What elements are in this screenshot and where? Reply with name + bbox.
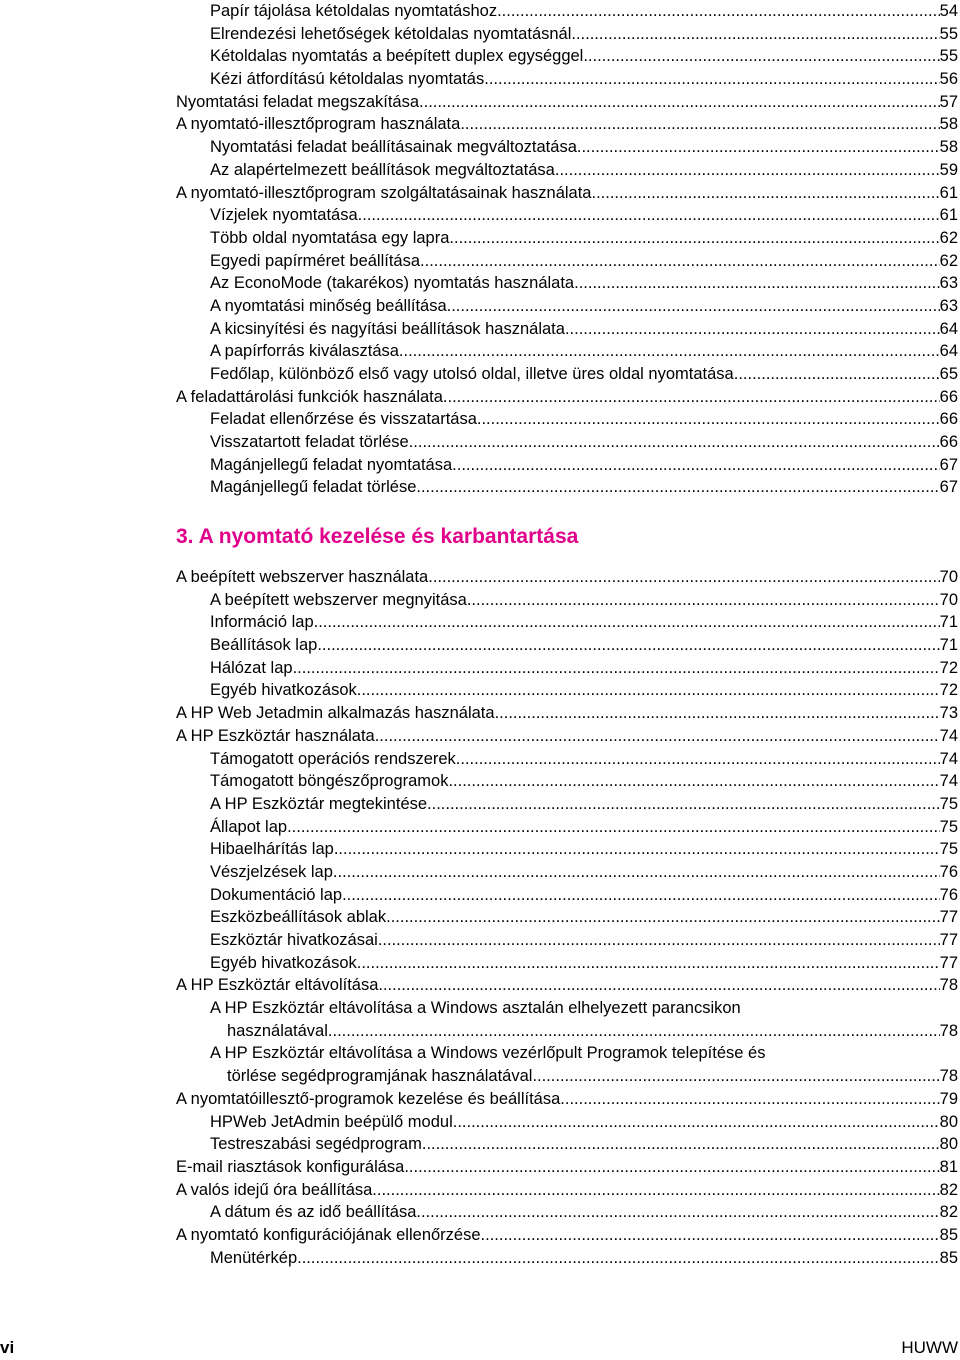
toc-entry-title: Kétoldalas nyomtatás a beépített duplex egységgel — [210, 47, 584, 66]
toc-entry[interactable] — [176, 476, 958, 499]
toc-entry-page: 75 — [939, 794, 958, 813]
toc-list-top — [176, 0, 958, 499]
toc-entry[interactable] — [176, 1042, 958, 1087]
footer-doc-code: HUWW — [901, 1338, 958, 1357]
toc-entry[interactable] — [176, 611, 958, 634]
toc-entry-title: A valós idejű óra beállítása — [176, 1180, 373, 1199]
toc-entry-title: Támogatott operációs rendszerek — [210, 749, 456, 768]
toc-entry[interactable] — [176, 770, 958, 793]
toc-entry-title: Nyomtatási feladat megszakítása — [176, 92, 420, 111]
dot-leader — [399, 340, 940, 363]
toc-entry-page: 78 — [939, 1021, 958, 1040]
dot-leader — [574, 272, 940, 295]
dot-leader — [495, 702, 940, 725]
toc-entry-page: 76 — [939, 885, 958, 904]
toc-entry-title: Magánjellegű feladat törlése — [210, 478, 417, 497]
chapter-heading: 3. A nyomtató kezelése és karbantartása — [176, 525, 579, 548]
toc-entry-title: Eszközbeállítások ablak — [210, 908, 387, 927]
toc-entry[interactable] — [176, 1201, 958, 1224]
toc-entry[interactable] — [176, 408, 958, 431]
dot-leader — [448, 770, 939, 793]
toc-entry-page: 58 — [939, 115, 958, 134]
toc-entry[interactable] — [176, 657, 958, 680]
toc-entry-title: Egyéb hivatkozások — [210, 953, 357, 972]
toc-entry-title: Dokumentáció lap — [210, 885, 343, 904]
dot-leader — [419, 91, 940, 114]
toc-entry[interactable] — [176, 45, 958, 68]
toc-entry[interactable] — [176, 113, 958, 136]
dot-leader — [460, 113, 939, 136]
toc-entry-title: Magánjellegű feladat nyomtatása — [210, 455, 453, 474]
dot-leader — [416, 1201, 939, 1224]
toc-entry-title: A nyomtatóillesztő-programok kezelése és beállítása — [176, 1089, 561, 1108]
toc-entry-page: 82 — [939, 1203, 958, 1222]
dot-leader — [328, 1020, 940, 1043]
toc-entry-title: A beépített webszerver megnyitása — [210, 590, 467, 609]
toc-entry[interactable] — [176, 1088, 958, 1111]
toc-entry[interactable] — [176, 748, 958, 771]
toc-entry[interactable] — [176, 838, 958, 861]
toc-entry[interactable] — [176, 227, 958, 250]
toc-entry-page: 75 — [939, 817, 958, 836]
toc-entry-page: 67 — [939, 478, 958, 497]
toc-entry[interactable] — [176, 386, 958, 409]
toc-entry[interactable] — [176, 340, 958, 363]
toc-entry-title: A kicsinyítési és nagyítási beállítások használata — [210, 319, 565, 338]
toc-entry-title: Elrendezési lehetőségek kétoldalas nyomtatásnál — [210, 24, 572, 43]
toc-entry[interactable] — [176, 136, 958, 159]
toc-entry[interactable] — [176, 1111, 958, 1134]
toc-entry-page: 63 — [939, 296, 958, 315]
toc-entry-title: A HP Eszköztár megtekintése — [210, 794, 428, 813]
toc-entry-title: A HP Eszköztár eltávolítása a Windows asztalán elhelyezett parancsikon — [210, 999, 741, 1018]
toc-list-bottom — [176, 566, 958, 1269]
dot-leader — [428, 566, 939, 589]
toc-entry-page: 58 — [939, 138, 958, 157]
dot-leader — [555, 159, 940, 182]
toc-entry-page: 70 — [939, 590, 958, 609]
dot-leader — [357, 679, 940, 702]
toc-entry[interactable] — [176, 1247, 958, 1270]
footer-page-number: vi — [0, 1338, 15, 1357]
toc-entry-page: 56 — [939, 70, 958, 89]
toc-entry-page: 59 — [939, 160, 958, 179]
toc-entry-title: Több oldal nyomtatása egy lapra — [210, 228, 450, 247]
toc-entry[interactable] — [176, 929, 958, 952]
toc-entry[interactable] — [176, 1224, 958, 1247]
toc-entry[interactable] — [176, 952, 958, 975]
dot-leader — [427, 793, 940, 816]
toc-entry-title-continued: használatával — [227, 1021, 328, 1040]
toc-entry-page: 77 — [939, 908, 958, 927]
dot-leader — [449, 227, 939, 250]
toc-entry-title: HPWeb JetAdmin beépülő modul — [210, 1112, 453, 1131]
toc-entry-page: 79 — [939, 1089, 958, 1108]
toc-entry-title-continued: törlése segédprogramjának használatával — [227, 1067, 533, 1086]
dot-leader — [571, 23, 939, 46]
toc-entry[interactable] — [176, 816, 958, 839]
toc-entry[interactable] — [176, 454, 958, 477]
toc-entry-title: A HP Eszköztár eltávolítása — [176, 976, 379, 995]
dot-leader — [317, 634, 939, 657]
toc-entry-title: A nyomtató-illesztőprogram használata — [176, 115, 461, 134]
toc-entry-page: 77 — [939, 931, 958, 949]
toc-entry-page: 81 — [939, 1157, 958, 1176]
toc-entry[interactable] — [176, 589, 958, 612]
toc-entry[interactable] — [176, 1179, 958, 1202]
dot-leader — [453, 1111, 940, 1134]
toc-entry[interactable] — [176, 159, 958, 182]
toc-entry[interactable] — [176, 725, 958, 748]
toc-entry-page: 72 — [939, 681, 958, 700]
toc-entry-page: 80 — [939, 1112, 958, 1131]
toc-entry[interactable] — [176, 0, 958, 23]
dot-leader — [358, 204, 940, 227]
toc-entry[interactable] — [176, 566, 958, 589]
toc-entry-page: 77 — [939, 953, 958, 972]
toc-entry[interactable] — [176, 182, 958, 205]
dot-leader — [477, 408, 940, 431]
toc-entry-title: Papír tájolása kétoldalas nyomtatáshoz — [210, 2, 498, 20]
toc-entry-page: 78 — [939, 976, 958, 995]
dot-leader — [420, 250, 940, 273]
toc-entry-page: 64 — [939, 342, 958, 361]
toc-entry[interactable] — [176, 1133, 958, 1156]
toc-entry[interactable] — [176, 634, 958, 657]
dot-leader — [443, 386, 940, 409]
toc-entry-page: 74 — [939, 772, 958, 791]
toc-entry-page: 72 — [939, 658, 958, 677]
toc-entry[interactable] — [176, 974, 958, 997]
toc-entry-title: Vízjelek nyomtatása — [210, 206, 358, 225]
dot-leader — [386, 906, 940, 929]
dot-leader — [372, 1179, 939, 1202]
toc-entry-page: 66 — [939, 433, 958, 452]
dot-leader — [416, 476, 939, 499]
toc-entry-title: Egyéb hivatkozások — [210, 681, 357, 700]
toc-entry[interactable] — [176, 68, 958, 91]
toc-entry[interactable] — [176, 861, 958, 884]
toc-entry[interactable] — [176, 997, 958, 1042]
dot-leader — [481, 1224, 940, 1247]
dot-leader — [297, 1247, 940, 1270]
toc-entry-title: Állapot lap — [210, 817, 288, 836]
toc-entry-title: Hibaelhárítás lap — [210, 840, 334, 859]
toc-entry[interactable] — [176, 23, 958, 46]
dot-leader — [357, 952, 940, 975]
dot-leader — [497, 0, 940, 23]
toc-entry-title: Feladat ellenőrzése és visszatartása — [210, 410, 477, 429]
dot-leader — [293, 657, 940, 680]
toc-entry-page: 55 — [939, 24, 958, 43]
toc-entry[interactable] — [176, 363, 958, 386]
toc-entry-page: 57 — [939, 92, 958, 111]
toc-entry-title: E-mail riasztások konfigurálása — [176, 1157, 405, 1176]
toc-entry-title: Hálózat lap — [210, 658, 293, 677]
dot-leader — [560, 1088, 939, 1111]
dot-leader — [375, 725, 940, 748]
toc-entry-page: 74 — [939, 749, 958, 768]
toc-entry[interactable] — [176, 884, 958, 907]
toc-entry-page: 70 — [939, 568, 958, 586]
dot-leader — [734, 363, 940, 386]
dot-leader — [333, 861, 940, 884]
toc-entry-page: 62 — [939, 251, 958, 270]
toc-entry-title: Kézi átfordítású kétoldalas nyomtatás — [210, 70, 485, 89]
toc-entry-title: Menütérkép — [210, 1248, 298, 1267]
toc-entry-title: Eszköztár hivatkozásai — [210, 931, 378, 949]
dot-leader — [422, 1133, 940, 1156]
toc-entry-title: A feladattárolási funkciók használata — [176, 387, 443, 406]
toc-entry-page: 73 — [939, 704, 958, 723]
toc-entry-title: A nyomtató konfigurációjának ellenőrzése — [176, 1225, 481, 1244]
toc-entry-title: A HP Web Jetadmin alkalmazás használata — [176, 704, 495, 723]
toc-entry-page: 64 — [939, 319, 958, 338]
toc-entry-page: 67 — [939, 455, 958, 474]
toc-entry-page: 61 — [939, 206, 958, 225]
toc-entry-title: Az EconoMode (takarékos) nyomtatás használata — [210, 274, 575, 293]
dot-leader — [378, 974, 939, 997]
dot-leader — [484, 68, 939, 91]
toc-entry-title: A HP Eszköztár eltávolítása a Windows vezérlőpult Programok telepítése és — [210, 1044, 766, 1063]
toc-entry[interactable] — [176, 1156, 958, 1179]
dot-leader — [334, 838, 940, 861]
dot-leader — [342, 884, 940, 907]
toc-entry-title: Vészjelzések lap — [210, 862, 333, 881]
dot-leader — [565, 318, 940, 341]
dot-leader — [577, 136, 940, 159]
toc-entry[interactable] — [176, 431, 958, 454]
dot-leader — [591, 182, 939, 205]
dot-leader — [456, 748, 940, 771]
toc-entry-page: 85 — [939, 1248, 958, 1267]
toc-entry-page: 66 — [939, 387, 958, 406]
toc-entry[interactable] — [176, 318, 958, 341]
toc-entry-title: A nyomtatási minőség beállítása — [210, 296, 447, 315]
toc-entry-title: A beépített webszerver használata — [176, 568, 429, 586]
dot-leader — [287, 816, 940, 839]
toc-entry-page: 54 — [939, 2, 958, 20]
toc-entry[interactable] — [176, 272, 958, 295]
dot-leader — [452, 454, 939, 477]
toc-entry-page: 66 — [939, 410, 958, 429]
dot-leader — [532, 1065, 939, 1088]
toc-entry-page: 78 — [939, 1067, 958, 1086]
toc-entry-title: Az alapértelmezett beállítások megváltoztatása — [210, 160, 555, 179]
toc-entry[interactable] — [176, 793, 958, 816]
toc-entry-page: 74 — [939, 726, 958, 745]
toc-entry-page: 63 — [939, 274, 958, 293]
toc-entry-title: Nyomtatási feladat beállításainak megváltoztatása — [210, 138, 577, 157]
toc-entry-page: 75 — [939, 840, 958, 859]
toc-entry-page: 85 — [939, 1225, 958, 1244]
toc-entry-title: A papírforrás kiválasztása — [210, 342, 399, 361]
dot-leader — [467, 589, 940, 612]
toc-entry-title: Támogatott böngészőprogramok — [210, 772, 449, 791]
toc-entry[interactable] — [176, 295, 958, 318]
toc-entry[interactable] — [176, 906, 958, 929]
dot-leader — [404, 1156, 939, 1179]
dot-leader — [378, 929, 940, 952]
toc-entry[interactable] — [176, 702, 958, 725]
dot-leader — [583, 45, 939, 68]
toc-entry-title: A HP Eszköztár használata — [176, 726, 375, 745]
toc-entry-title: A nyomtató-illesztőprogram szolgáltatásainak használata — [176, 183, 592, 202]
toc-entry-page: 61 — [939, 183, 958, 202]
toc-entry-title: Egyedi papírméret beállítása — [210, 251, 421, 270]
toc-entry-title: Visszatartott feladat törlése — [210, 433, 409, 452]
toc-entry[interactable] — [176, 204, 958, 227]
toc-entry[interactable] — [176, 91, 958, 114]
toc-entry-page: 76 — [939, 862, 958, 881]
toc-entry-page: 71 — [939, 636, 958, 655]
toc-entry-page: 55 — [939, 47, 958, 66]
toc-entry-page: 82 — [939, 1180, 958, 1199]
dot-leader — [447, 295, 940, 318]
toc-entry-title: Beállítások lap — [210, 636, 318, 655]
toc-entry-title: Testreszabási segédprogram — [210, 1135, 422, 1154]
toc-entry-page: 80 — [939, 1135, 958, 1154]
toc-entry-title: Információ lap — [210, 613, 314, 632]
dot-leader — [409, 431, 940, 454]
toc-entry[interactable] — [176, 250, 958, 273]
toc-entry[interactable] — [176, 679, 958, 702]
dot-leader — [314, 611, 940, 634]
toc-entry-title: A dátum és az idő beállítása — [210, 1203, 417, 1222]
toc-entry-page: 65 — [939, 365, 958, 383]
toc-entry-title: Fedőlap, különböző első vagy utolsó oldal, illetve üres oldal nyomtatása — [210, 365, 734, 383]
toc-entry-page: 62 — [939, 228, 958, 247]
toc-entry-page: 71 — [939, 613, 958, 632]
